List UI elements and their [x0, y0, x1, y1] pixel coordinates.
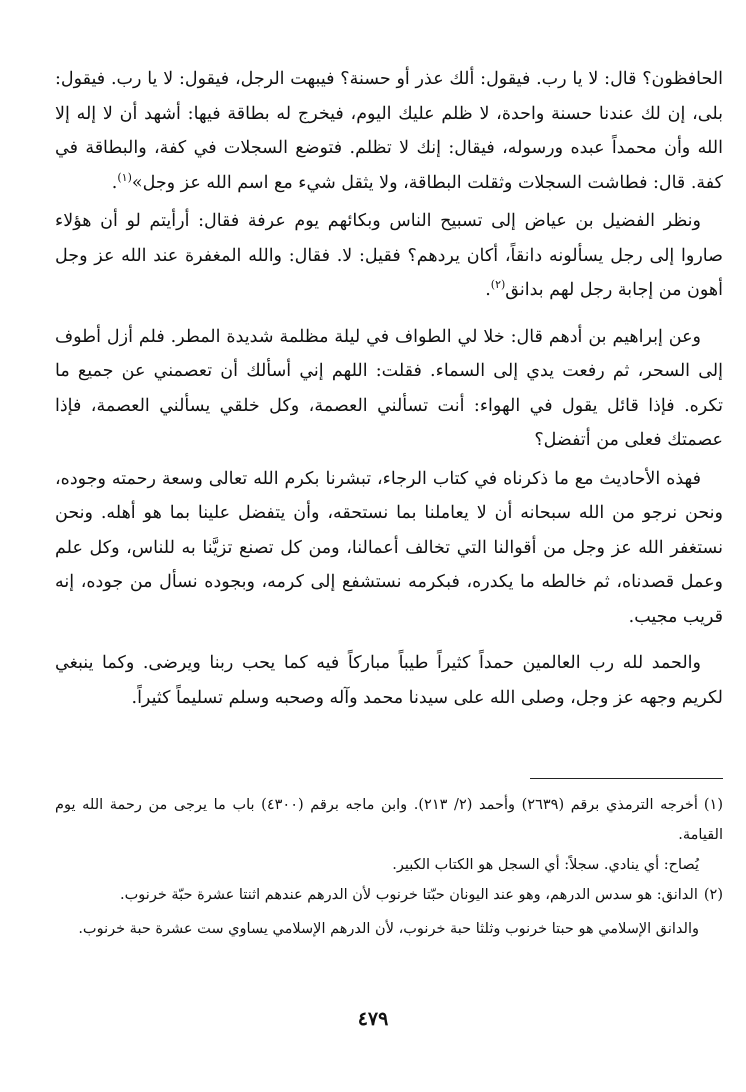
paragraph-3: وعن إبراهيم بن أدهم قال: خلا لي الطواف في ليلة مظلمة شديدة المطر. فلم أزل أطوف إلى السحر، ثم رفعت يدي إلى السماء. فقلت: اللهم إني أسألك أن تعصمني عن جميع ما تكره. فإذا قائل يقول في الهواء: أنت تسألني العصمة، وكل خلقي يسألني العصمة، فإذا عصمتك فعلى من أتفضل؟ [55, 326, 723, 450]
main-text [55, 62, 723, 715]
footnote-ref-2: (٢) [490, 278, 506, 292]
footnote-2-number: (٢) [703, 887, 723, 903]
paragraph-1: الحافظون؟ قال: لا يا رب. فيقول: ألك عذر أو حسنة؟ فيبهت الرجل، فيقول: لا يا رب. فيقول: بلى، إن لك عندنا حسنة واحدة، لا ظلم عليك اليوم، فيخرج له بطاقة فيها: أشهد أن لا إله إلا الله وأن محمداً عبده ورسوله، فيقال: إنك لا تظلم. فتوضع السجلات في كفة، والبطاقة في كفة. قال: فطاشت السجلات وثقلت البطاقة، ولا يثقل شيء مع اسم الله عز وجل»$^{(١)}$. [55, 69, 723, 193]
footnote-2-text: الدانق: هو سدس الدرهم، وهو عند اليونان حبّتا خرنوب لأن الدرهم عندهم اثنتا عشرة حبّة خرنوب. [120, 887, 698, 903]
footnote-2-note: والدانق الإسلامي هو حبتا خرنوب وثلثا حبة خرنوب، لأن الدرهم الإسلامي يساوي ست عشرة حبة خرنوب. [78, 921, 699, 937]
footnote-1-text: أخرجه الترمذي برقم (٢٦٣٩) وأحمد (٢/ ٢١٣). وابن ماجه برقم (٤٣٠٠) باب ما يرجى من رحمة الله يوم القيامة. [55, 797, 723, 843]
footnote-separator [530, 778, 723, 779]
footnote-1 [55, 790, 723, 850]
footnote-2 [55, 880, 723, 910]
paragraph-5: والحمد لله رب العالمين حمداً كثيراً طيباً مباركاً فيه كما يحب ربنا ويرضى. وكما ينبغي لكريم وجهه عز وجل، وصلى الله على سيدنا محمد وآله وصحبه وسلم تسليماً كثيراً. [55, 653, 723, 708]
footnote-1-note: يُصاح: أي ينادي. سجلاً: أي السجل هو الكتاب الكبير. [392, 857, 699, 873]
footnote-1-number: (١) [703, 797, 723, 813]
page-number: ٤٧٩ [357, 1008, 389, 1030]
footnotes [55, 790, 723, 944]
footnote-ref-1: (١) [117, 170, 132, 184]
paragraph-4: فهذه الأحاديث مع ما ذكرناه في كتاب الرجاء، تبشرنا بكرم الله تعالى وسعة رحمته وجوده، ونحن نرجو من الله سبحانه أن لا يعاملنا بما نستحقه، وأن يتفضل علينا بما هو أهله. ونحن نستغفر الله عز وجل من أقوالنا التي تخالف أعمالنا، ومن كل تصنع تزيَّنا به للناس، وكل علم وعمل قصدناه، ثم خالطه ما يكدره، فبكرمه نستشفع إلى كرمه، وبجوده نسأل من جوده، إنه قريب مجيب. [55, 468, 723, 627]
paragraph-2: ونظر الفضيل بن عياض إلى تسبيح الناس وبكائهم يوم عرفة فقال: أرأيتم لو أن هؤلاء صاروا إلى رجل يسألونه دانقاً، أكان يردهم؟ فقيل: لا. فقال: والله المغفرة عند الله عز وجل أهون من إجابة رجل لهم بدانق$^{(٢)}$. [55, 211, 723, 300]
